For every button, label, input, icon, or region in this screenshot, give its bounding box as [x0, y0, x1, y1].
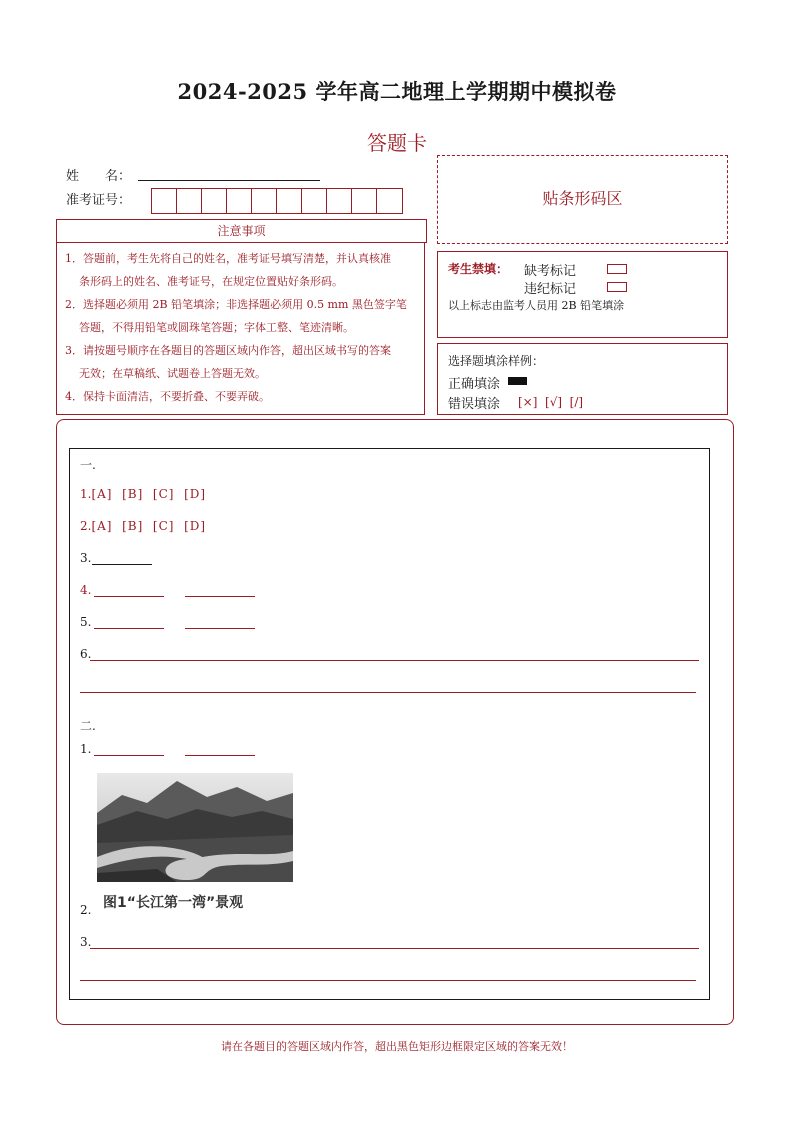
q4-answer-line-a[interactable]	[94, 596, 164, 597]
q6-answer-line-1[interactable]	[90, 660, 699, 661]
barcode-area: 贴条形码区	[437, 155, 728, 244]
fill-example-heading: 选择题填涂样例：	[448, 354, 545, 368]
name-label: 姓 名：	[66, 169, 132, 184]
q1-options[interactable]: [A] [B] [C] [D]	[91, 487, 207, 501]
q6-label: 6.	[80, 647, 92, 661]
s2-q3-answer-line-2[interactable]	[80, 980, 696, 981]
forbidden-note: 以上标志由监考人员用 2B 铅笔填涂	[448, 299, 625, 312]
notice-heading: 注意事项	[56, 219, 427, 243]
absent-mark-box[interactable]	[607, 264, 627, 274]
q5-answer-line-a[interactable]	[94, 628, 164, 629]
correct-fill-label: 正确填涂	[448, 377, 501, 392]
name-field[interactable]	[138, 180, 320, 181]
q6-answer-line-2[interactable]	[80, 692, 696, 693]
notice-item-1: 1．答题前，考生先将自己的姓名，准考证号填写清楚，并认真核准	[65, 252, 391, 265]
notice-item-2: 2．选择题必须用 2B 铅笔填涂；非选择题必须用 0.5 mm 黑色签字笔	[65, 298, 407, 311]
notice-item-2-cont: 答题，不得用铅笔或圆珠笔答题；字体工整、笔迹清晰。	[79, 321, 354, 334]
violation-mark-label: 违纪标记	[524, 282, 577, 297]
q4-answer-line-b[interactable]	[185, 596, 255, 597]
notice-box	[56, 242, 425, 415]
q2-label	[80, 519, 206, 533]
id-digit-box[interactable]	[252, 189, 277, 213]
q3-label: 3.	[80, 551, 92, 565]
s2-q3-label: 3.	[80, 935, 92, 949]
id-digit-box[interactable]	[152, 189, 177, 213]
notice-item-1-cont: 条形码上的姓名、准考证号，在规定位置贴好条形码。	[79, 275, 343, 288]
exam-id-label: 准考证号：	[66, 193, 132, 208]
id-digit-box[interactable]	[377, 189, 402, 213]
answer-sheet-subtitle: 答题卡	[367, 131, 427, 155]
q5-answer-line-b[interactable]	[185, 628, 255, 629]
correct-fill-sample	[508, 377, 527, 385]
figure-caption: 图1“长江第一湾”景观	[103, 895, 244, 911]
q2-options[interactable]: [A] [B] [C] [D]	[91, 519, 207, 533]
s2-q2-label: 2.	[80, 903, 92, 917]
footer-warning: 请在各题目的答题区域内作答，超出黑色矩形边框限定区域的答案无效！	[221, 1040, 573, 1053]
s2-q3-answer-line-1[interactable]	[90, 948, 699, 949]
notice-item-4: 4．保持卡面清洁，不要折叠、不要弄破。	[65, 390, 270, 403]
q1-label	[80, 487, 206, 501]
fill-example-box	[437, 343, 728, 415]
id-digit-box[interactable]	[352, 189, 377, 213]
notice-item-3: 3．请按题号顺序在各题目的答题区域内作答，超出区域书写的答案	[65, 344, 391, 357]
absent-mark-label: 缺考标记	[524, 264, 577, 279]
forbidden-label: 考生禁填：	[448, 262, 509, 276]
s2-q1-answer-line-a[interactable]	[94, 755, 164, 756]
wrong-fill-samples: [×] [√] [/]	[518, 395, 584, 409]
id-digit-box[interactable]	[277, 189, 302, 213]
s2-q1-answer-line-b[interactable]	[185, 755, 255, 756]
id-digit-box[interactable]	[327, 189, 352, 213]
yangtze-bend-photo	[97, 773, 293, 882]
id-digit-box[interactable]	[227, 189, 252, 213]
exam-id-boxes[interactable]	[151, 188, 403, 214]
section-1-heading: 一.	[80, 458, 96, 472]
section-2-heading: 二.	[80, 719, 96, 733]
violation-mark-box[interactable]	[607, 282, 627, 292]
q4-label: 4.	[80, 583, 92, 597]
s2-q1-label: 1.	[80, 742, 92, 756]
id-digit-box[interactable]	[202, 189, 227, 213]
forbidden-box	[437, 251, 728, 338]
q1-number: 1.	[80, 487, 92, 501]
q3-answer-line[interactable]	[92, 564, 152, 565]
wrong-fill-label: 错误填涂	[448, 397, 501, 412]
id-digit-box[interactable]	[177, 189, 202, 213]
notice-item-3-cont: 无效；在草稿纸、试题卷上答题无效。	[79, 367, 266, 380]
q5-label: 5.	[80, 615, 92, 629]
page-title: 2024-2025 学年高二地理上学期期中模拟卷	[177, 79, 617, 104]
q2-number: 2.	[80, 519, 92, 533]
id-digit-box[interactable]	[302, 189, 327, 213]
